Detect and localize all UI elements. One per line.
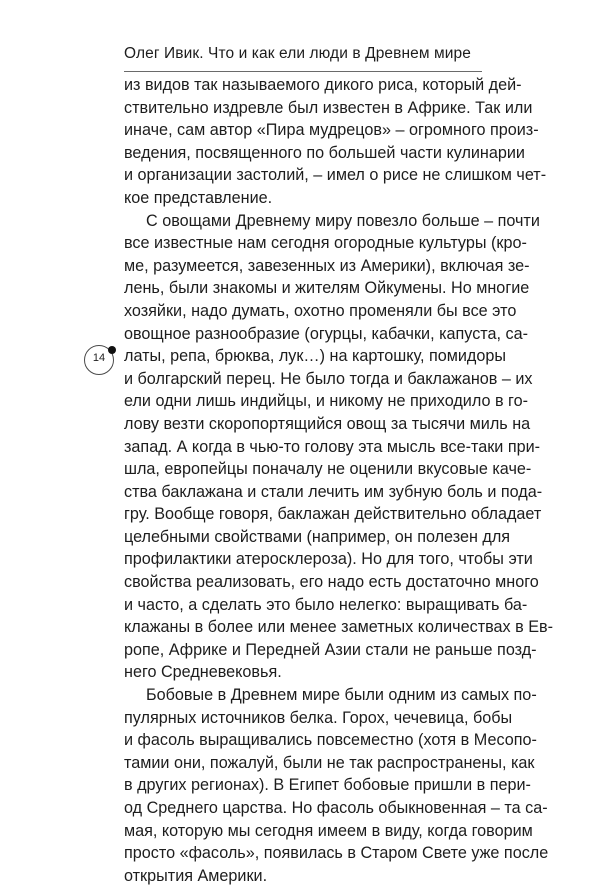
text-line: лову везти скоропортящийся овощ за тысячи миль на: [124, 414, 531, 433]
text-line: тамии они, пожалуй, были не так распространены, как: [124, 753, 535, 772]
text-line: од Среднего царства. Но фасоль обыкновенная – та са-: [124, 799, 548, 817]
text-line: ствительно издревле был известен в Африке. Так или: [124, 98, 533, 117]
page-number: 14: [92, 352, 106, 364]
text-line: ства баклажана и стали лечить им зубную боль и пода-: [124, 482, 543, 501]
text-line: хозяйки, надо думать, охотно променяли бы все это: [124, 301, 517, 320]
text-line: лень, были знакомы и жителям Ойкумены. Но многие: [124, 279, 530, 298]
text-line: свойства реализовать, его надо есть достаточно много: [124, 573, 539, 592]
text-line: ропе, Африке и Передней Азии стали не раньше позд-: [124, 640, 537, 659]
body-text: [124, 74, 554, 887]
text-line: латы, репа, брюква, лук…) на картошку, помидоры: [124, 347, 507, 366]
text-line: гру. Вообще говоря, баклажан действительно обладает: [124, 505, 542, 524]
text-line: мая, которую мы сегодня имеем в виду, когда говорим: [124, 821, 533, 840]
text-line: и организации застолий, – имел о рисе не слишком чет-: [124, 166, 547, 185]
text-line: все известные нам сегодня огородные культуры (кро-: [124, 234, 527, 253]
text-line: пулярных источников белка. Горох, чечевица, бобы: [124, 708, 513, 727]
text-line: него Средневековья.: [124, 663, 282, 682]
text-line: иначе, сам автор «Пира мудрецов» – огромного произ-: [124, 121, 539, 140]
paragraph-start-line: С овощами Древнему миру повезло больше – почти: [146, 211, 540, 230]
text-line: запад. А когда в чью-то голову эта мысль все-таки при-: [124, 437, 541, 456]
text-line: ме, разумеется, завезенных из Америки), включая зе-: [124, 256, 530, 275]
text-line: клажаны в более или менее заметных количествах в Ев-: [124, 618, 554, 637]
text-line: в других регионах). В Египет бобовые пришли в пери-: [124, 776, 531, 795]
text-line: овощное разнообразие (огурцы, кабачки, капуста, са-: [124, 324, 529, 343]
text-line: целебными свойствами (например, он полезен для: [124, 527, 511, 546]
text-line: кое представление.: [124, 188, 273, 207]
text-line: из видов так называемого дикого риса, который дей-: [124, 76, 522, 94]
text-line: открытия Америки.: [124, 866, 268, 885]
running-header-title: Олег Ивик. Что и как ели люди в Древнем мире: [124, 45, 471, 62]
header-divider: [124, 71, 482, 72]
text-line: просто «фасоль», появилась в Старом Свете уже после: [124, 844, 549, 863]
page-number-badge: [84, 345, 114, 375]
text-line: шла, европейцы поначалу не оценили вкусовые каче-: [124, 460, 532, 479]
text-line: и болгарский перец. Не было тогда и баклажанов – их: [124, 369, 533, 388]
text-line: профилактики атеросклероза). Но для того, чтобы эти: [124, 550, 533, 569]
text-line: ведения, посвященного по большей части кулинарии: [124, 143, 525, 162]
text-line: и часто, а сделать это было нелегко: выращивать ба-: [124, 595, 528, 614]
paragraph-start-line: Бобовые в Древнем мире были одним из самых по-: [146, 686, 537, 705]
text-line: ели одни лишь индийцы, и никому не приходило в го-: [124, 392, 528, 411]
text-line: и фасоль выращивались повсеместно (хотя в Месопо-: [124, 731, 537, 750]
